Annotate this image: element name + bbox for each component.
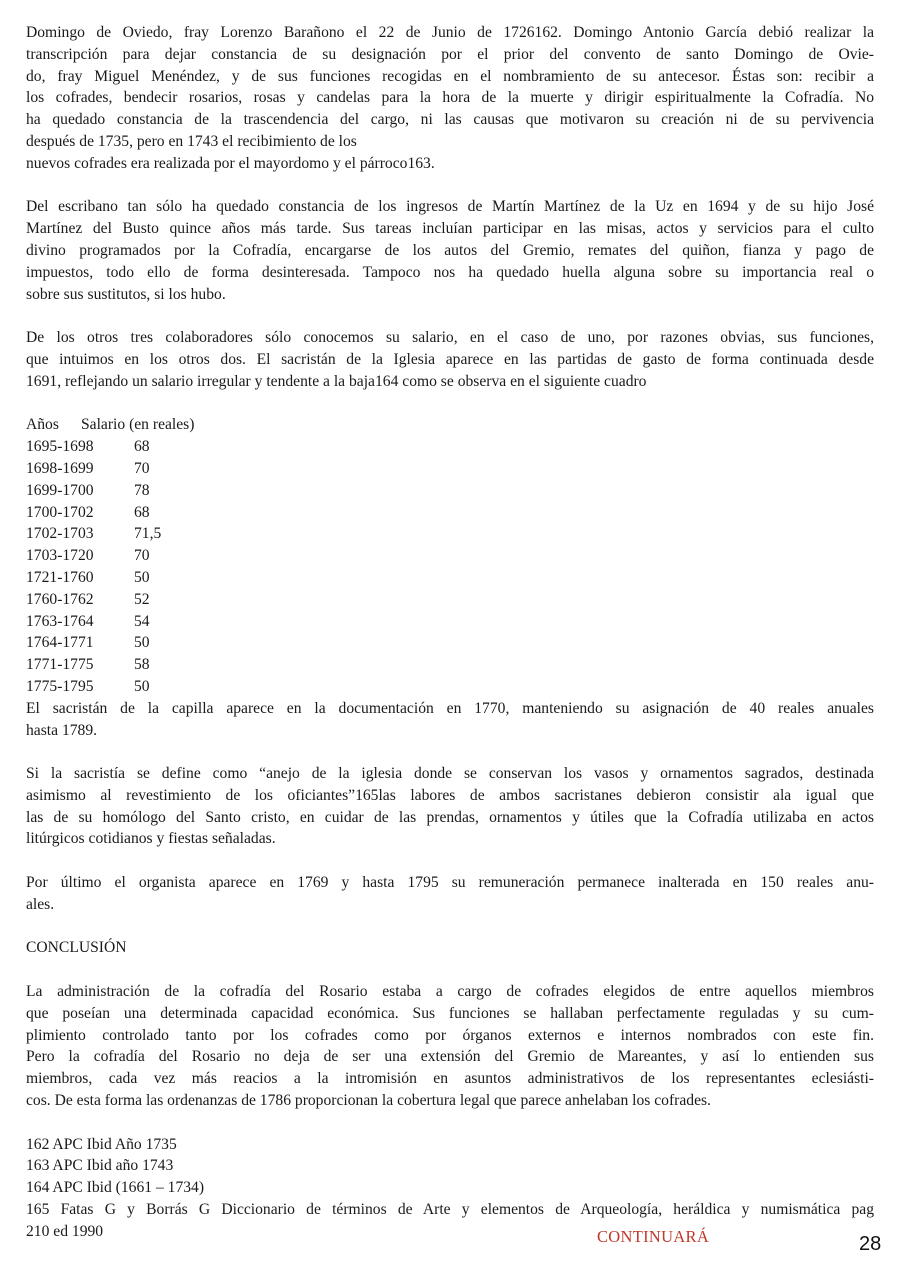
header-salario: Salario (en reales)	[81, 416, 195, 434]
page-number: 28	[859, 1233, 882, 1255]
text-line: do, fray Miguel Menéndez, y de sus funciones recogidas en el nombramiento de su antecesor. Éstas son: recibir a	[26, 67, 874, 85]
text-line: después de 1735, pero en 1743 el recibimiento de los	[26, 132, 357, 150]
table-row	[26, 436, 874, 458]
cell-salary: 68	[134, 503, 150, 521]
footnotes	[26, 1134, 874, 1243]
header-anos: Años	[26, 416, 59, 434]
table-row	[26, 589, 874, 611]
cell-years: 1702-1703	[26, 525, 94, 543]
paragraph-fray-domingo	[26, 22, 874, 175]
text-line: 1691, reflejando un salario irregular y tendente a la baja164 como se observa en el siguiente cuadro	[26, 372, 647, 390]
paragraph-organista	[26, 872, 874, 916]
text-line: Si la sacristía se define como “anejo de la iglesia donde se conservan los vasos y ornamentos sagrados, destinada	[26, 765, 874, 783]
text-line: miembros, cada vez más reacios a la intromisión en asuntos administrativos de los representantes eclesiásti-	[26, 1070, 874, 1088]
paragraph-escribano	[26, 196, 874, 305]
table-row	[26, 654, 874, 676]
cell-years: 1698-1699	[26, 459, 94, 477]
section-heading-conclusion: CONCLUSIÓN	[26, 939, 127, 957]
cell-years: 1721-1760	[26, 568, 94, 586]
text-line: La administración de la cofradía del Rosario estaba a cargo de cofrades elegidos de entre aquellos miembros	[26, 983, 874, 1001]
cell-years: 1763-1764	[26, 612, 94, 630]
cell-salary: 70	[134, 547, 150, 565]
text-line: Pero la cofradía del Rosario no deja de ser una extensión del Gremio de Mareantes, y así lo entienden sus	[26, 1048, 874, 1066]
text-line: las de su homólogo del Santo cristo, en cuidar de las prendas, ornamentos y útiles que la Cofradía utilizaba en actos	[26, 808, 874, 826]
paragraph-sacristia	[26, 763, 874, 850]
text-line: ha quedado constancia de la trascendencia del cargo, ni las causas que motivaron su creación ni de su pervivencia	[26, 111, 874, 129]
text-line: Domingo de Oviedo, fray Lorenzo Barañono el 22 de Junio de 1726162. Domingo Antonio García debió realizar la	[26, 24, 874, 41]
table-row	[26, 632, 874, 654]
text-line: los cofrades, bendecir rosarios, rosas y candelas para la hora de la muerte y dirigir espiritualmente la Cofradía. No	[26, 89, 874, 107]
cell-salary: 58	[134, 656, 150, 674]
continuara-label: CONTINUARÁ	[597, 1227, 710, 1246]
text-line: sobre sus sustitutos, si los hubo.	[26, 285, 226, 303]
text-line: Por último el organista aparece en 1769 y hasta 1795 su remuneración permanece inalterada en 150 reales anu-	[26, 874, 874, 892]
paragraph-sacristan-capilla	[26, 698, 874, 742]
cell-years: 1775-1795	[26, 677, 94, 695]
table-row	[26, 567, 874, 589]
paragraph-conclusion	[26, 981, 874, 1112]
text-line: plimiento controlado tanto por los cofrades como por órganos externos e internos nombrados con este fin.	[26, 1026, 874, 1044]
text-line: asimismo al revestimiento de los oficiantes”165las labores de ambos sacristanes debieron consistir ala igual que	[26, 786, 874, 804]
text-line: litúrgicos cotidianos y fiestas señaladas.	[26, 830, 276, 848]
cell-salary: 50	[134, 568, 150, 586]
cell-years: 1771-1775	[26, 656, 94, 674]
cell-years: 1703-1720	[26, 547, 94, 565]
cell-salary: 54	[134, 612, 150, 630]
text-line: nuevos cofrades era realizada por el mayordomo y el párroco163.	[26, 154, 435, 172]
cell-salary: 52	[134, 590, 150, 608]
text-line: hasta 1789.	[26, 721, 98, 739]
cell-salary: 71,5	[134, 525, 162, 543]
text-line: Martínez del Busto quince años más tarde. Sus tareas incluían participar en las misas, actos y servicios para el culto	[26, 220, 874, 238]
footnote: 164 APC Ibid (1661 – 1734)	[26, 1179, 205, 1197]
table-row	[26, 480, 874, 502]
text-line: El sacristán de la capilla aparece en la documentación en 1770, manteniendo su asignación de 40 reales anuales	[26, 699, 874, 717]
footnote: 163 APC Ibid año 1743	[26, 1157, 174, 1175]
text-line: De los otros tres colaboradores sólo conocemos su salario, en el caso de uno, por razones obvias, sus funciones,	[26, 329, 874, 347]
cell-salary: 50	[134, 634, 150, 652]
table-header	[26, 414, 874, 436]
table-row	[26, 458, 874, 480]
salary-table	[26, 414, 874, 697]
cell-years: 1764-1771	[26, 634, 94, 652]
text-line: ales.	[26, 895, 55, 913]
paragraph-colaboradores	[26, 327, 874, 392]
text-line: impuestos, todo ello de forma desinteresada. Tampoco nos ha quedado huella alguna sobre su importancia real o	[26, 263, 874, 281]
cell-years: 1695-1698	[26, 438, 94, 456]
text-line: cos. De esta forma las ordenanzas de 1786 proporcionan la cobertura legal que parece anhelaban los cofrades.	[26, 1092, 711, 1110]
cell-salary: 78	[134, 481, 150, 499]
cell-salary: 70	[134, 459, 150, 477]
footnote: 165 Fatas G y Borrás G Diccionario de términos de Arte y elementos de Arqueología, heráldica y numismática pag	[26, 1201, 874, 1219]
table-row	[26, 611, 874, 633]
cell-years: 1700-1702	[26, 503, 94, 521]
table-row	[26, 545, 874, 567]
table-row	[26, 676, 874, 698]
text-line: que intuimos en los otros dos. El sacristán de la Iglesia aparece en las partidas de gasto de forma continuada desde	[26, 350, 874, 368]
cell-salary: 50	[134, 677, 150, 695]
cell-years: 1699-1700	[26, 481, 94, 499]
cell-salary: 68	[134, 438, 150, 456]
table-row	[26, 502, 874, 524]
document-body	[26, 22, 874, 1243]
cell-years: 1760-1762	[26, 590, 94, 608]
text-line: divino programados por la Cofradía, encargarse de los autos del Gremio, remates del quiñon, fianza y pago de	[26, 241, 874, 259]
text-line: que poseían una determinada capacidad económica. Sus funciones se hallaban perfectamente reguladas y su cum-	[26, 1004, 874, 1022]
footnote: 162 APC Ibid Año 1735	[26, 1135, 177, 1153]
footnote: 210 ed 1990	[26, 1222, 104, 1240]
table-row	[26, 523, 874, 545]
text-line: transcripción para dejar constancia de su designación por el prior del convento de santo Domingo de Ovie-	[26, 45, 874, 63]
text-line: Del escribano tan sólo ha quedado constancia de los ingresos de Martín Martínez de la Uz en 1694 y de su hijo José	[26, 198, 874, 216]
